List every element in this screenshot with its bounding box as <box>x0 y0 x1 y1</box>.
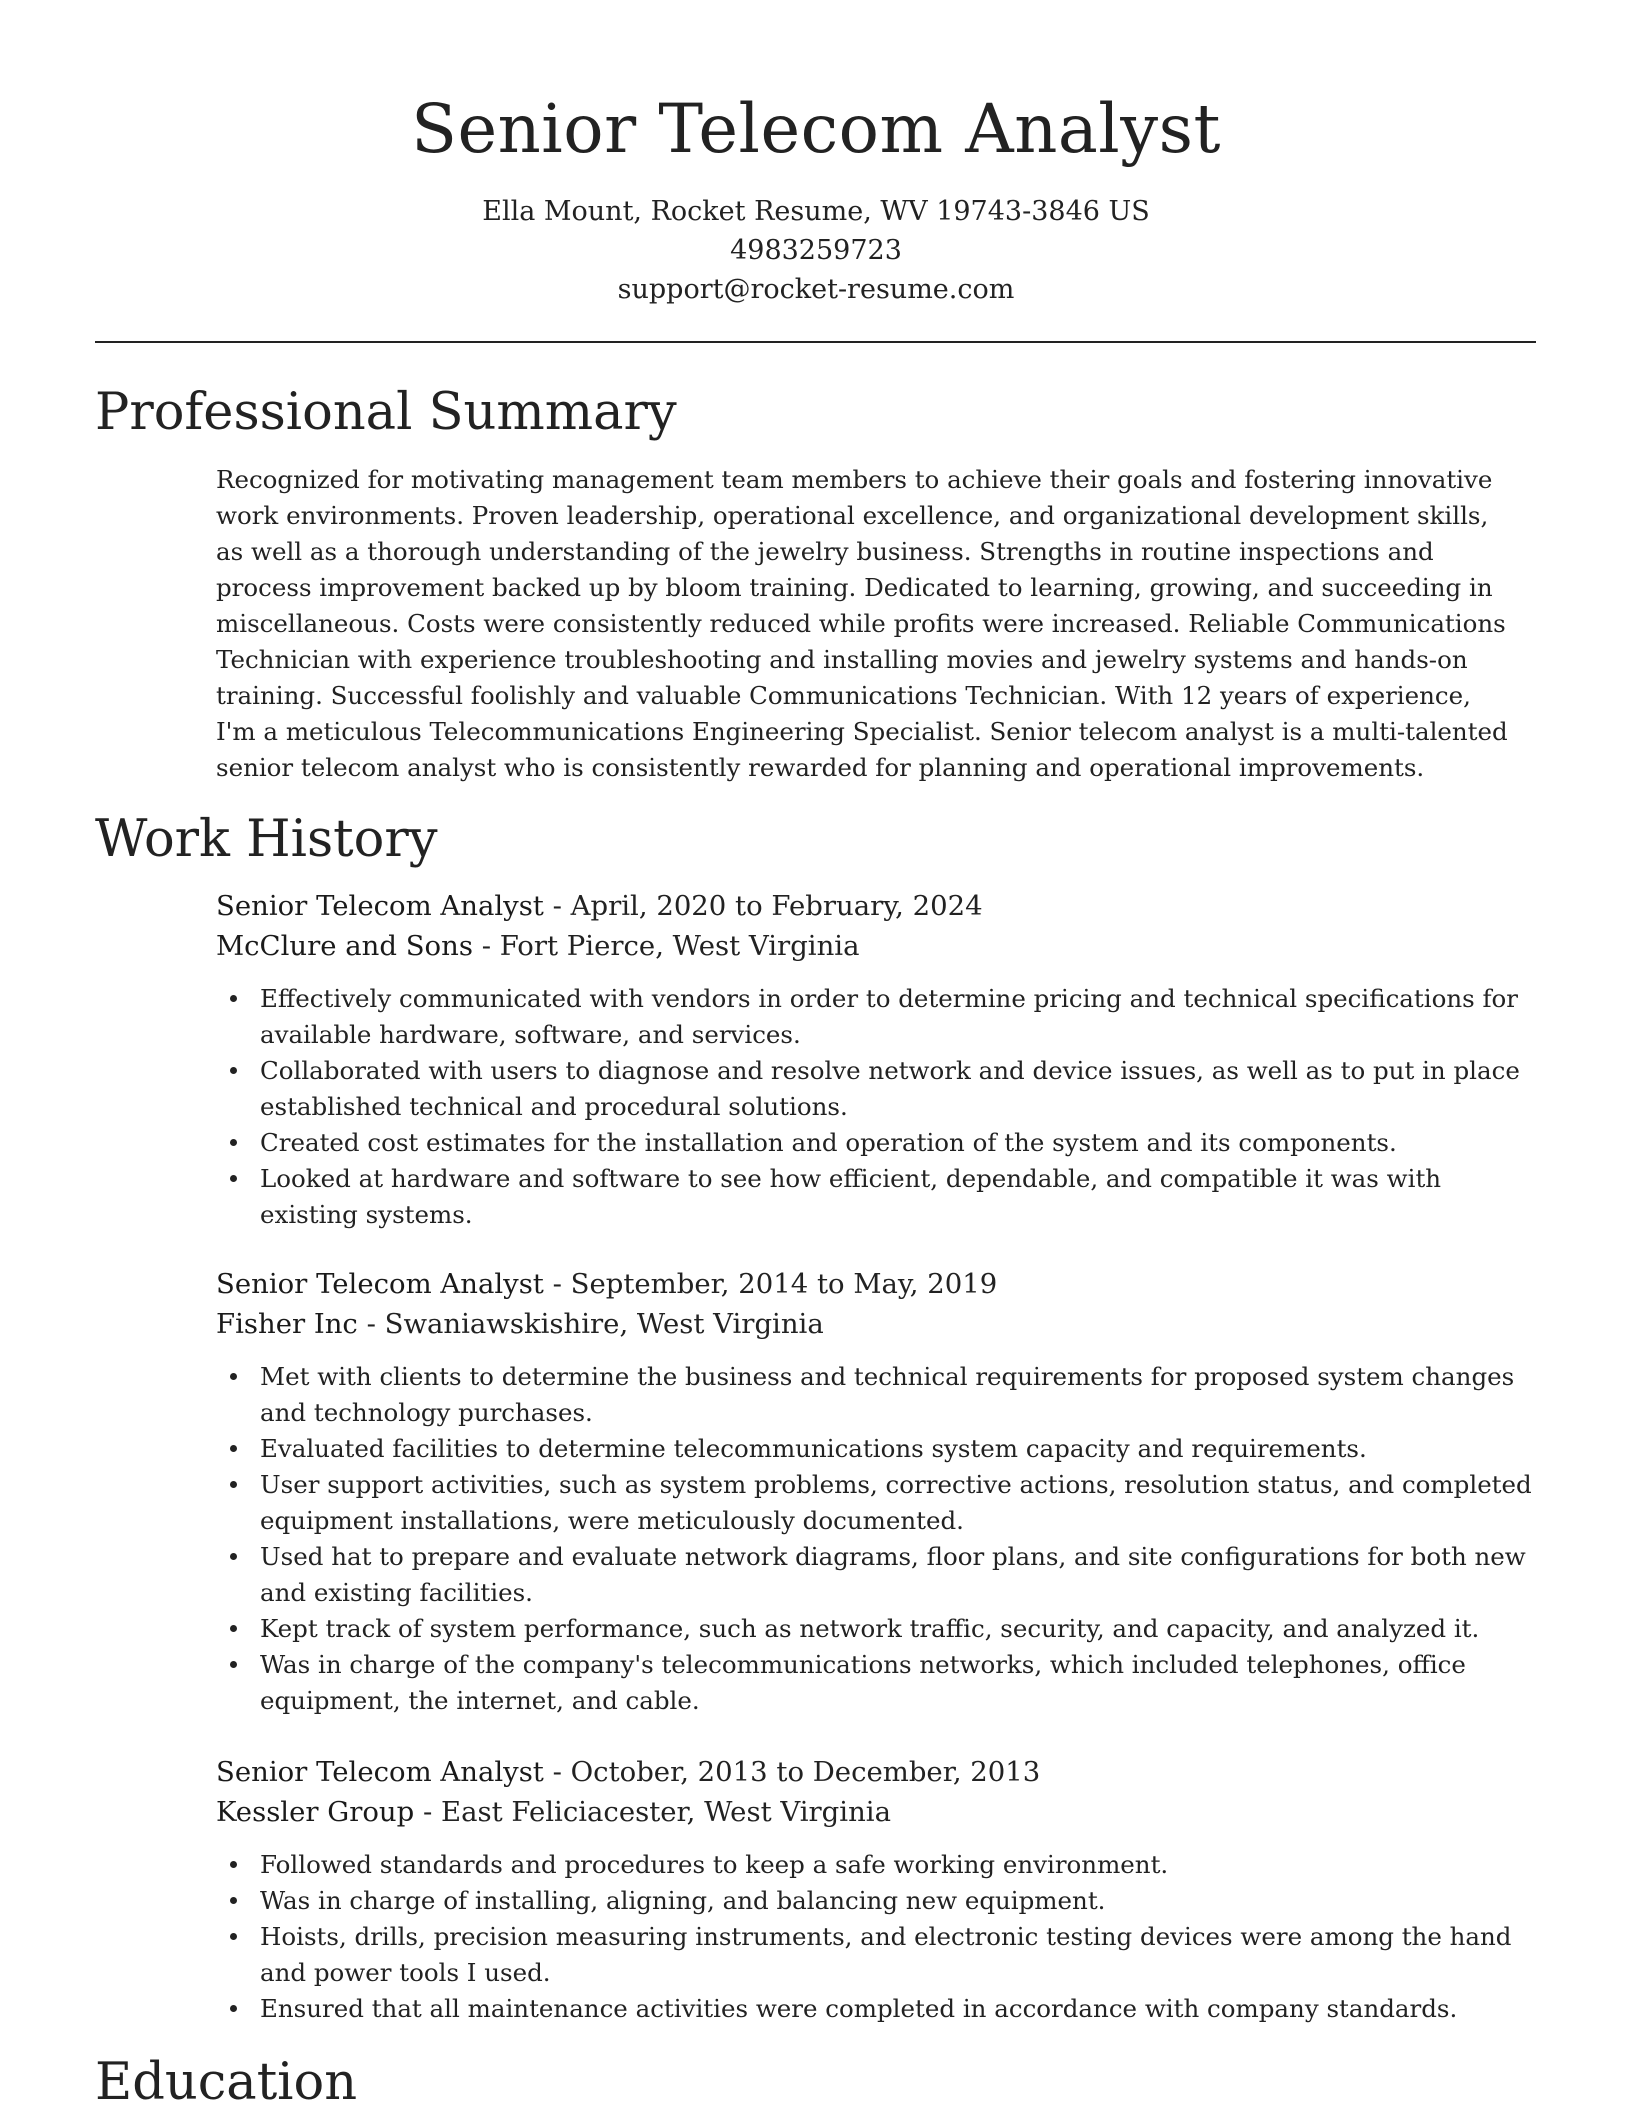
contact-address: Ella Mount, Rocket Resume, WV 19743-3846 US <box>482 196 1150 227</box>
job-role: Senior Telecom Analyst <box>216 1756 544 1788</box>
job-bullet: Followed standards and procedures to keep a safe working environment. <box>260 1847 1536 1883</box>
contact-block <box>0 192 1632 309</box>
job-company: Fisher Inc <box>216 1308 358 1340</box>
job-company-line <box>216 926 1536 966</box>
job-location: - Fort Pierce, West Virginia <box>472 930 860 962</box>
job-bullet: Met with clients to determine the business and technical requirements for proposed system changes and technology purchases. <box>260 1359 1536 1431</box>
work-history-heading: Work History <box>95 810 438 869</box>
job-bullet: Effectively communicated with vendors in order to determine pricing and technical specifications for available hardware, software, and services. <box>260 981 1536 1053</box>
job-dates: - April, 2020 to February, 2024 <box>543 890 983 922</box>
contact-email: support@rocket-resume.com <box>617 274 1015 305</box>
job-company: Kessler Group <box>216 1796 415 1828</box>
job-bullet: Evaluated facilities to determine telecommunications system capacity and requirements. <box>260 1431 1536 1467</box>
job-entry <box>216 1264 1536 1719</box>
education-heading: Education <box>95 2053 358 2112</box>
job-dates: - October, 2013 to December, 2013 <box>543 1756 1041 1788</box>
job-location: - East Feliciacester, West Virginia <box>414 1796 891 1828</box>
job-bullet: Was in charge of the company's telecommunications networks, which included telephones, office equipment, the internet, and cable. <box>260 1647 1536 1719</box>
summary-text: Recognized for motivating management team members to achieve their goals and fostering innovative work environments. Proven leadership, operational excellence, and organizational development skills, as well as a thorough understanding of the jewelry business. Strengths in routine inspections and process improvement backed up by bloom training. Dedicated to learning, growing, and succeeding in miscellaneous. Costs were consistently reduced while profits were increased. Reliable Communications Technician with experience troubleshooting and installing movies and jewelry systems and hands-on training. Successful foolishly and valuable Communications Technician. With 12 years of experience, I'm a meticulous Telecommunications Engineering Specialist. Senior telecom analyst is a multi-talented senior telecom analyst who is consistently rewarded for planning and operational improvements. <box>216 465 1508 782</box>
job-dates: - September, 2014 to May, 2019 <box>543 1268 998 1300</box>
job-location: - Swaniawskishire, West Virginia <box>357 1308 824 1340</box>
job-bullet: Looked at hardware and software to see how efficient, dependable, and compatible it was with existing systems. <box>260 1161 1536 1233</box>
job-bullet: Was in charge of installing, aligning, and balancing new equipment. <box>260 1883 1536 1919</box>
job-role: Senior Telecom Analyst <box>216 890 544 922</box>
summary-heading: Professional Summary <box>95 383 677 442</box>
header-divider <box>95 341 1536 343</box>
job-bullet: Collaborated with users to diagnose and resolve network and device issues, as well as to put in place established technical and procedural solutions. <box>260 1053 1536 1125</box>
job-entry <box>216 886 1536 1233</box>
job-company-line <box>216 1304 1536 1344</box>
job-title-line <box>216 1752 1536 1792</box>
resume-title: Senior Telecom Analyst <box>411 90 1221 168</box>
job-bullet: Ensured that all maintenance activities were completed in accordance with company standards. <box>260 1991 1536 2027</box>
contact-phone: 4983259723 <box>730 235 902 266</box>
job-bullet: Hoists, drills, precision measuring instruments, and electronic testing devices were among the hand and power tools I used. <box>260 1919 1536 1991</box>
job-company: McClure and Sons <box>216 930 473 962</box>
job-entry <box>216 1752 1536 2027</box>
job-title-line <box>216 1264 1536 1304</box>
job-bullet: Created cost estimates for the installation and operation of the system and its components. <box>260 1125 1536 1161</box>
job-role: Senior Telecom Analyst <box>216 1268 544 1300</box>
job-bullet: Used hat to prepare and evaluate network diagrams, floor plans, and site configurations for both new and existing facilities. <box>260 1539 1536 1611</box>
job-title-line <box>216 886 1536 926</box>
job-bullet: User support activities, such as system problems, corrective actions, resolution status, and completed equipment installations, were meticulously documented. <box>260 1467 1536 1539</box>
job-bullet: Kept track of system performance, such as network traffic, security, and capacity, and analyzed it. <box>260 1611 1536 1647</box>
job-bullets <box>216 981 1536 1233</box>
job-company-line <box>216 1792 1536 1832</box>
job-bullets <box>216 1847 1536 2027</box>
job-bullets <box>216 1359 1536 1719</box>
